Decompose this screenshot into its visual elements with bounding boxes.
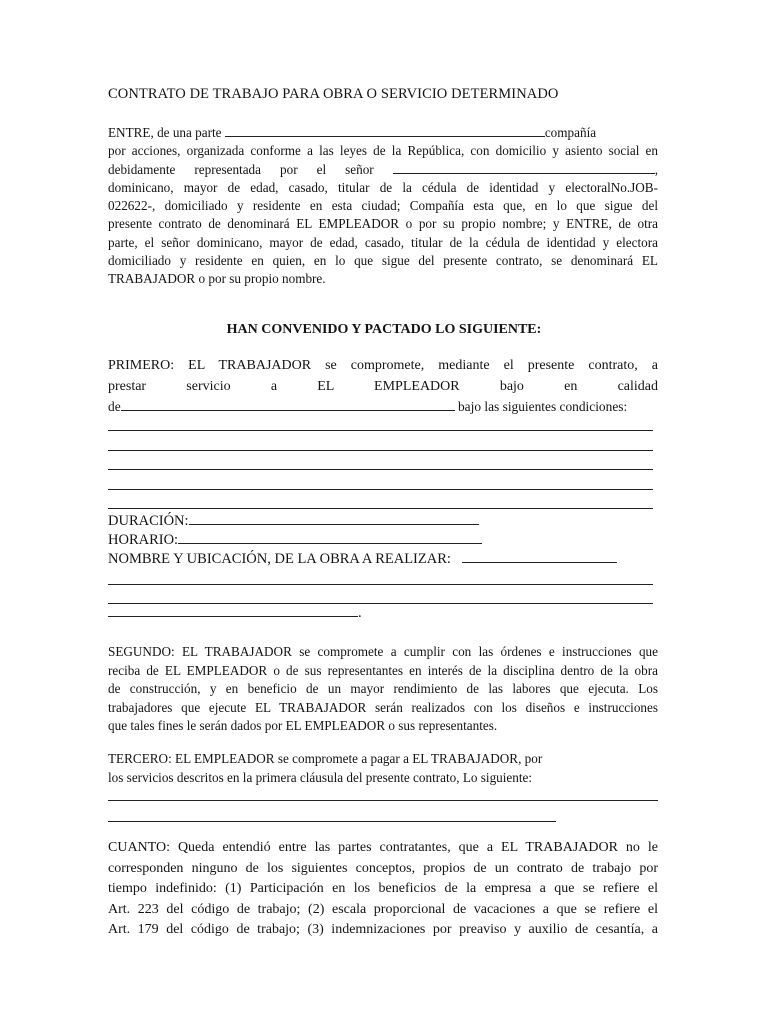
blank-line	[108, 469, 653, 470]
segundo-line-4: trabajadores que ejecute EL TRABAJADOR serán realizados con los diseños e instrucciones	[108, 699, 658, 715]
intro-line-2: por acciones, organizada conforme a las leyes de la República, con domicilio y asiento social en	[108, 143, 658, 159]
intro-line-8: domiciliado y residente en quien, en lo que sigue del presente contrato, se denominará EL	[108, 253, 658, 269]
intro-text: ENTRE, de una parte	[108, 125, 225, 140]
cuanto-line-4: Art. 223 del código de trabajo; (2) escala proporcional de vacaciones a que se refiere el	[108, 901, 658, 917]
clause-segundo	[108, 643, 658, 736]
intro-line-3	[108, 161, 658, 179]
blank-line	[108, 508, 653, 509]
intro-line-4: dominicano, mayor de edad, casado, titular de la cédula de identidad y electoralNo.JOB-	[108, 179, 658, 195]
primero-text: bajo las siguientes condiciones:	[454, 399, 628, 415]
field-duracion	[108, 512, 479, 530]
clause-cuanto	[108, 838, 658, 941]
intro-line-7: parte, el señor dominicano, mayor de edad, casado, titular de la cédula de identidad y electora	[108, 234, 658, 250]
blank-line	[108, 604, 358, 617]
primero-line-3	[108, 397, 658, 418]
duracion-label: DURACIÓN:	[108, 513, 189, 529]
cuanto-line-2: corresponden ninguno de los siguientes conceptos, propios de un contrato de trabajo por	[108, 860, 658, 876]
blank-nombre-obra	[462, 550, 617, 563]
cuanto-line-3: tiempo indefinido: (1) Participación en los beneficios de la empresa a que se refiere el	[108, 881, 658, 897]
blank-line	[108, 800, 658, 801]
intro-text: debidamente representada por el señor	[108, 161, 374, 177]
tercero-line-2: los servicios descritos en la primera cláusula del presente contrato, Lo siguiente:	[108, 769, 533, 785]
cuanto-line-5: Art. 179 del código de trabajo; (3) indemnizaciones por preaviso y auxilio de cesantía, a	[108, 922, 658, 938]
blank-line	[108, 584, 653, 585]
intro-line-9: TRABAJADOR o por su propio nombre.	[108, 271, 326, 287]
tercero-line-1: TERCERO: EL EMPLEADOR se compromete a pagar a EL TRABAJADOR, por	[108, 751, 543, 766]
intro-line-6: presente contrato de denominará EL EMPLEADOR o por su propio nombre; y ENTRE, de otra	[108, 216, 658, 232]
section-heading: HAN CONVENIDO Y PACTADO LO SIGUIENTE:	[226, 322, 542, 337]
primero-line-1: PRIMERO: EL TRABAJADOR se compromete, mediante el presente contrato, a	[108, 358, 658, 373]
cuanto-line-1: CUANTO: Queda entendió entre las partes contratantes, que a EL TRABAJADOR no le	[108, 840, 658, 855]
blank-line	[108, 450, 653, 451]
field-nombre-obra	[108, 550, 617, 568]
document-title: CONTRATO DE TRABAJO PARA OBRA O SERVICIO DETERMINADO	[108, 86, 559, 102]
horario-label: HORARIO:	[108, 532, 179, 548]
blank-horario	[178, 531, 482, 544]
segundo-line-3: de construcción, y en beneficio de un mayor rendimiento de las labores que ejecuta. Los	[108, 681, 658, 696]
clause-primero	[108, 356, 658, 418]
blank-line	[108, 821, 556, 822]
intro-paragraph	[108, 124, 658, 289]
clause-tercero	[108, 750, 658, 787]
segundo-line-2: reciba de EL EMPLEADOR o de sus representantes en interés de la disciplina dentro de la obra	[108, 662, 658, 678]
field-last-line	[108, 604, 362, 622]
blank-duracion	[189, 512, 479, 525]
blank-role	[121, 398, 455, 411]
primero-line-2: prestar servicio a EL EMPLEADOR bajo en calidad	[108, 378, 658, 394]
blank-representative-name	[393, 161, 655, 174]
intro-text: compañía	[544, 125, 597, 140]
blank-line	[108, 489, 653, 490]
primero-text: de	[108, 399, 121, 415]
segundo-line-1: SEGUNDO: EL TRABAJADOR se compromete a cumplir con las órdenes e instrucciones que	[108, 644, 658, 659]
field-horario	[108, 531, 482, 549]
blank-company-name	[225, 124, 545, 137]
period: .	[358, 605, 362, 621]
intro-line-1	[108, 124, 658, 142]
blank-line	[108, 430, 653, 431]
intro-line-5: 022622-, domiciliado y residente en esta ciudad; Compañía esta que, en lo que sigue del	[108, 198, 658, 214]
nombre-obra-label: NOMBRE Y UBICACIÓN, DE LA OBRA A REALIZAR:	[108, 551, 451, 567]
intro-text: ,	[654, 161, 658, 177]
segundo-line-5: que tales fines le serán dados por EL EMPLEADOR o sus representantes.	[108, 718, 498, 733]
